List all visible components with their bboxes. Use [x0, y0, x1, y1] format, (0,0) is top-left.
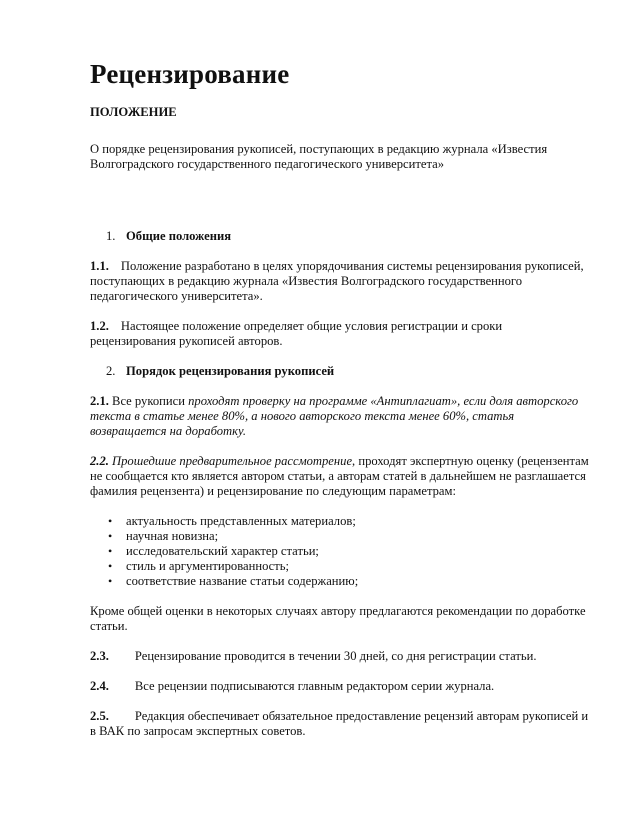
clause-1-2: [90, 319, 590, 349]
section-heading-general: [106, 229, 590, 244]
clause-number: 2.1.: [90, 394, 109, 408]
section-number: 2.: [106, 364, 116, 378]
list-item: • стиль и аргументированность;: [108, 559, 290, 573]
clause-number: 1.1.: [90, 259, 109, 273]
clause-text: Настоящее положение определяет общие условия регистрации и сроки рецензирования рукописей авторов.: [90, 319, 503, 348]
clause-text: , проходят экспертную оценку (рецензентам не сообщается кто является автором статьи, а авторам статей в дальнейшем не разглашается фамилия рецензента) и рецензирование по следующим параметрам:: [90, 454, 589, 498]
bullet-icon: •: [108, 529, 113, 543]
clause-text: Редакция обеспечивает обязательное предоставление рецензий авторам рукописей и в ВАК по запросам экспертных советов.: [90, 709, 589, 738]
clause-text: Рецензирование проводится в течении 30 дней, со дня регистрации статьи.: [134, 649, 537, 663]
document-page: [90, 58, 590, 739]
criteria-list: [90, 514, 590, 589]
clause-1-1: [90, 259, 590, 304]
clause-2-1: [90, 394, 590, 439]
page-title: Рецензирование: [90, 59, 290, 89]
clause-text-italic: проходят проверку на программе «Антиплагиат», если доля авторского текста в статье менее 80%, а нового авторского текста менее 60%, статья возвращается на доработку.: [90, 394, 579, 438]
clause-2-4: [90, 679, 590, 694]
document-label: ПОЛОЖЕНИЕ: [90, 105, 177, 119]
clause-text: Все рукописи: [108, 394, 189, 408]
clause-number: 2.4.: [90, 679, 109, 693]
clause-number: 2.3.: [90, 649, 109, 663]
clause-2-2: [90, 454, 590, 499]
bullet-icon: •: [108, 574, 113, 588]
list-item: • актуальность представленных материалов;: [108, 514, 356, 528]
clause-text-italic: Прошедшие предварительное рассмотрение: [108, 454, 353, 468]
clause-text: Все рецензии подписываются главным редактором серии журнала.: [134, 679, 495, 693]
clause-text: Положение разработано в целях упорядочивания системы рецензирования рукописей, поступающих в редакцию журнала «Известия Волгоградского государственного педагогического университета».: [90, 259, 584, 303]
clause-number: 2.2.: [90, 454, 109, 468]
list-item: • научная новизна;: [108, 529, 219, 543]
section-heading-procedure: [106, 364, 590, 379]
clause-2-3: [90, 649, 590, 664]
section-title: Общие положения: [126, 229, 232, 243]
bullet-icon: •: [108, 514, 113, 528]
section-number: 1.: [106, 229, 116, 243]
intro-paragraph: О порядке рецензирования рукописей, поступающих в редакцию журнала «Известия Волгоградского государственного педагогического университета»: [90, 142, 548, 171]
list-item: • исследовательский характер статьи;: [108, 544, 319, 558]
note-paragraph: Кроме общей оценки в некоторых случаях автору предлагаются рекомендации по доработке статьи.: [90, 604, 586, 633]
clause-number: 2.5.: [90, 709, 109, 723]
list-item: • соответствие название статьи содержанию;: [108, 574, 359, 588]
bullet-icon: •: [108, 544, 113, 558]
section-title: Порядок рецензирования рукописей: [126, 364, 335, 378]
bullet-icon: •: [108, 559, 113, 573]
clause-number: 1.2.: [90, 319, 109, 333]
clause-2-5: [90, 709, 590, 739]
